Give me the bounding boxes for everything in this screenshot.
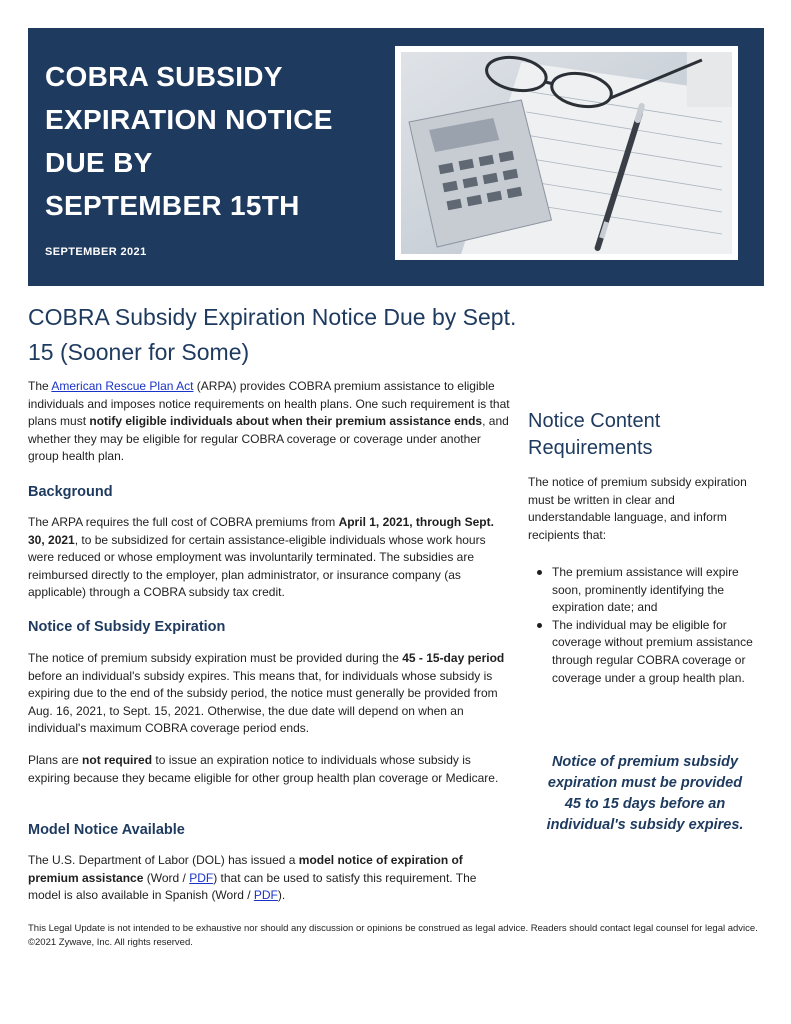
text-run: The — [28, 379, 52, 393]
model-notice-paragraph — [28, 852, 510, 905]
banner-title-line: DUE BY — [45, 147, 153, 178]
text-run: (Word / — [143, 870, 190, 885]
callout-quote: Notice of premium subsidy expiration must be provided 45 to 15 days before an individual's subsidy expires. — [546, 754, 744, 833]
background-paragraph — [28, 514, 510, 602]
sidebar-title: Notice Content Requirements — [528, 410, 661, 459]
banner-title-line: COBRA SUBSIDY — [45, 61, 283, 92]
text-run: The notice of premium subsidy expiration must be provided during the — [28, 651, 403, 665]
bold-text-run: model notice of expiration of premium assistance — [28, 853, 463, 885]
header-banner — [28, 28, 764, 286]
article-title: COBRA Subsidy Expiration Notice Due by Sept. 15 (Sooner for Some) — [28, 304, 517, 365]
arpa-link[interactable]: American Rescue Plan Act — [51, 379, 194, 393]
list-item: The individual may be eligible for coverage without premium assistance through regular COBRA coverage or coverage under a group health plan. — [528, 617, 760, 687]
banner-date: SEPTEMBER 2021 — [45, 246, 147, 258]
background-heading: Background — [28, 484, 113, 500]
text-run: ). — [277, 888, 286, 903]
pdf-link-spanish[interactable]: PDF — [253, 888, 278, 903]
not-required-paragraph — [28, 752, 510, 787]
text-run: The ARPA requires the full cost of COBRA premiums from — [28, 515, 339, 529]
text-run: ) that can be used to satisfy this requirement. The model is also available in Spanish (Word / — [28, 870, 477, 903]
banner-title-line: SEPTEMBER 15TH — [45, 190, 300, 221]
text-run: to issue an expiration notice to individuals whose subsidy is expiring because they became eligible for other group health plan coverage or Medicare. — [28, 753, 499, 785]
bold-text-run: April 1, 2021, through Sept. 30, 2021 — [28, 515, 494, 547]
list-item: The premium assistance will expire soon, prominently identifying the expiration date; and — [528, 564, 760, 617]
text-run: Plans are — [28, 753, 83, 767]
banner-photo — [395, 46, 738, 260]
bold-text-run: 45 - 15-day period — [402, 651, 505, 665]
intro-paragraph — [28, 378, 510, 466]
requirements-list — [528, 564, 760, 687]
text-run: , and whether they may be eligible for regular COBRA coverage or coverage under another group health plan. — [28, 414, 509, 464]
expiration-paragraph — [28, 650, 510, 738]
banner-title — [45, 55, 385, 227]
text-run: The U.S. Department of Labor (DOL) has issued a — [28, 853, 299, 867]
text-run: (ARPA) provides COBRA premium assistance to eligible individuals and imposes notice requirements on health plans. One such requirement is that plans must — [28, 379, 510, 429]
sidebar-text: The notice of premium subsidy expiration must be written in clear and understandable language, and inform recipients that: — [528, 475, 747, 542]
expiration-heading: Notice of Subsidy Expiration — [28, 619, 226, 635]
banner-title-line: EXPIRATION NOTICE — [45, 104, 333, 135]
pdf-link-english[interactable]: PDF — [189, 870, 214, 885]
bold-text-run: notify eligible individuals about when their premium assistance ends — [89, 414, 483, 429]
text-run: before an individual's subsidy expires. This means that, for individuals whose subsidy is expiring due to the end of the subsidy period, the notice must generally be provided from Aug. 16, 2021, to Sept. 15, 2021. Otherwise, the due date will depend on when an individual's maximum COBRA coverage period ends. — [28, 668, 498, 736]
model-notice-heading: Model Notice Available — [28, 822, 185, 838]
calculator-glasses-pen-photo — [401, 52, 732, 254]
legal-disclaimer: This Legal Update is not intended to be exhaustive nor should any discussion or opinions be construed as legal advice. Readers should contact legal counsel for legal advice. ©2021 Zywave, Inc. All rights reserved. — [28, 923, 758, 948]
text-run: , to be subsidized for certain assistance-eligible individuals whose work hours were reduced or whose employment was involuntarily terminated. The subsidies are reimbursed directly to the employer, plan administrator, or insurance company (as applicable) through a COBRA subsidy tax credit. — [28, 532, 486, 600]
bold-text-run: not required — [82, 753, 153, 767]
